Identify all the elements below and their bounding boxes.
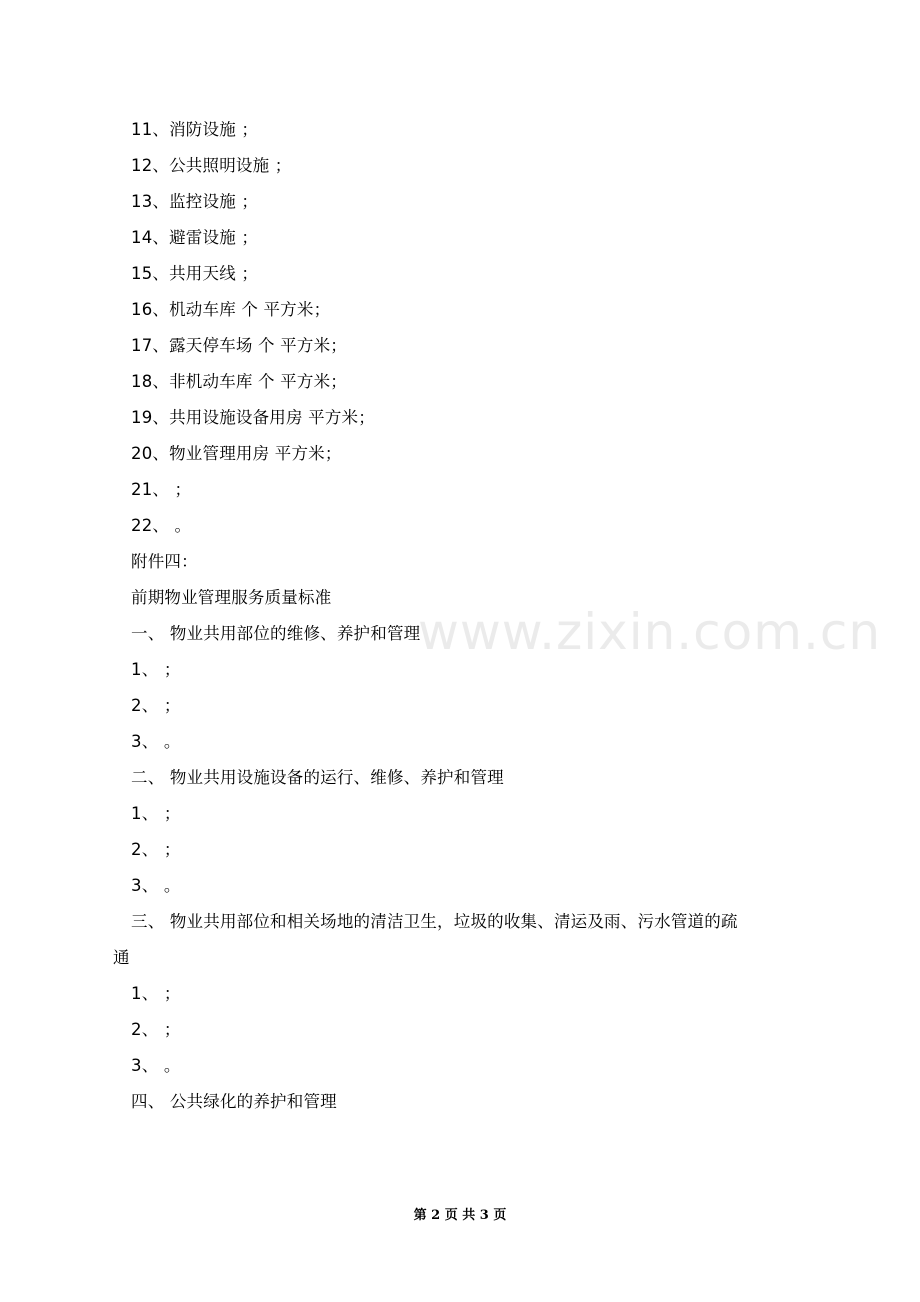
section-1-item-2: 2、 ； (131, 696, 181, 715)
page-footer: 第 2 页 共 3 页 (413, 1208, 507, 1223)
section-3-item-1: 1、 ； (131, 984, 181, 1003)
section-4-heading: 四、 公共绿化的养护和管理 (131, 1092, 337, 1111)
section-2-item-1: 1、 ； (131, 804, 181, 823)
section-1-item-1: 1、 ； (131, 660, 181, 679)
item-11: 11、消防设施 ； (131, 120, 259, 139)
section-2-item-3: 3、 。 (131, 876, 181, 895)
item-21: 21、 ； (131, 480, 192, 499)
item-14: 14、避雷设施 ； (131, 228, 259, 247)
section-1-heading: 一、 物业共用部位的维修、养护和管理 (131, 624, 421, 643)
item-22: 22、 。 (131, 516, 192, 535)
section-3-item-3: 3、 。 (131, 1056, 181, 1075)
item-13: 13、监控设施 ； (131, 192, 259, 211)
section-2-heading: 二、 物业共用设施设备的运行、维修、养护和管理 (131, 768, 504, 787)
item-18: 18、非机动车库 个 平方米； (131, 372, 347, 391)
item-15: 15、共用天线 ； (131, 264, 259, 283)
section-1-item-3: 3、 。 (131, 732, 181, 751)
item-20: 20、物业管理用房 平方米； (131, 444, 342, 463)
item-17: 17、露天停车场 个 平方米； (131, 336, 347, 355)
section-3-heading-continued: 通 (113, 948, 130, 967)
item-19: 19、共用设施设备用房 平方米； (131, 408, 375, 427)
section-2-item-2: 2、 ； (131, 840, 181, 859)
item-12: 12、公共照明设施 ； (131, 156, 292, 175)
section-3-heading: 三、 物业共用部位和相关场地的清洁卫生，垃圾的收集、清运及雨、污水管道的疏 (131, 912, 738, 931)
appendix-label: 附件四： (131, 552, 198, 571)
watermark: www.zixin.com.cn (418, 603, 882, 661)
appendix-title: 前期物业管理服务质量标准 (131, 588, 332, 607)
section-3-item-2: 2、 ； (131, 1020, 181, 1039)
item-16: 16、机动车库 个 平方米； (131, 300, 331, 319)
